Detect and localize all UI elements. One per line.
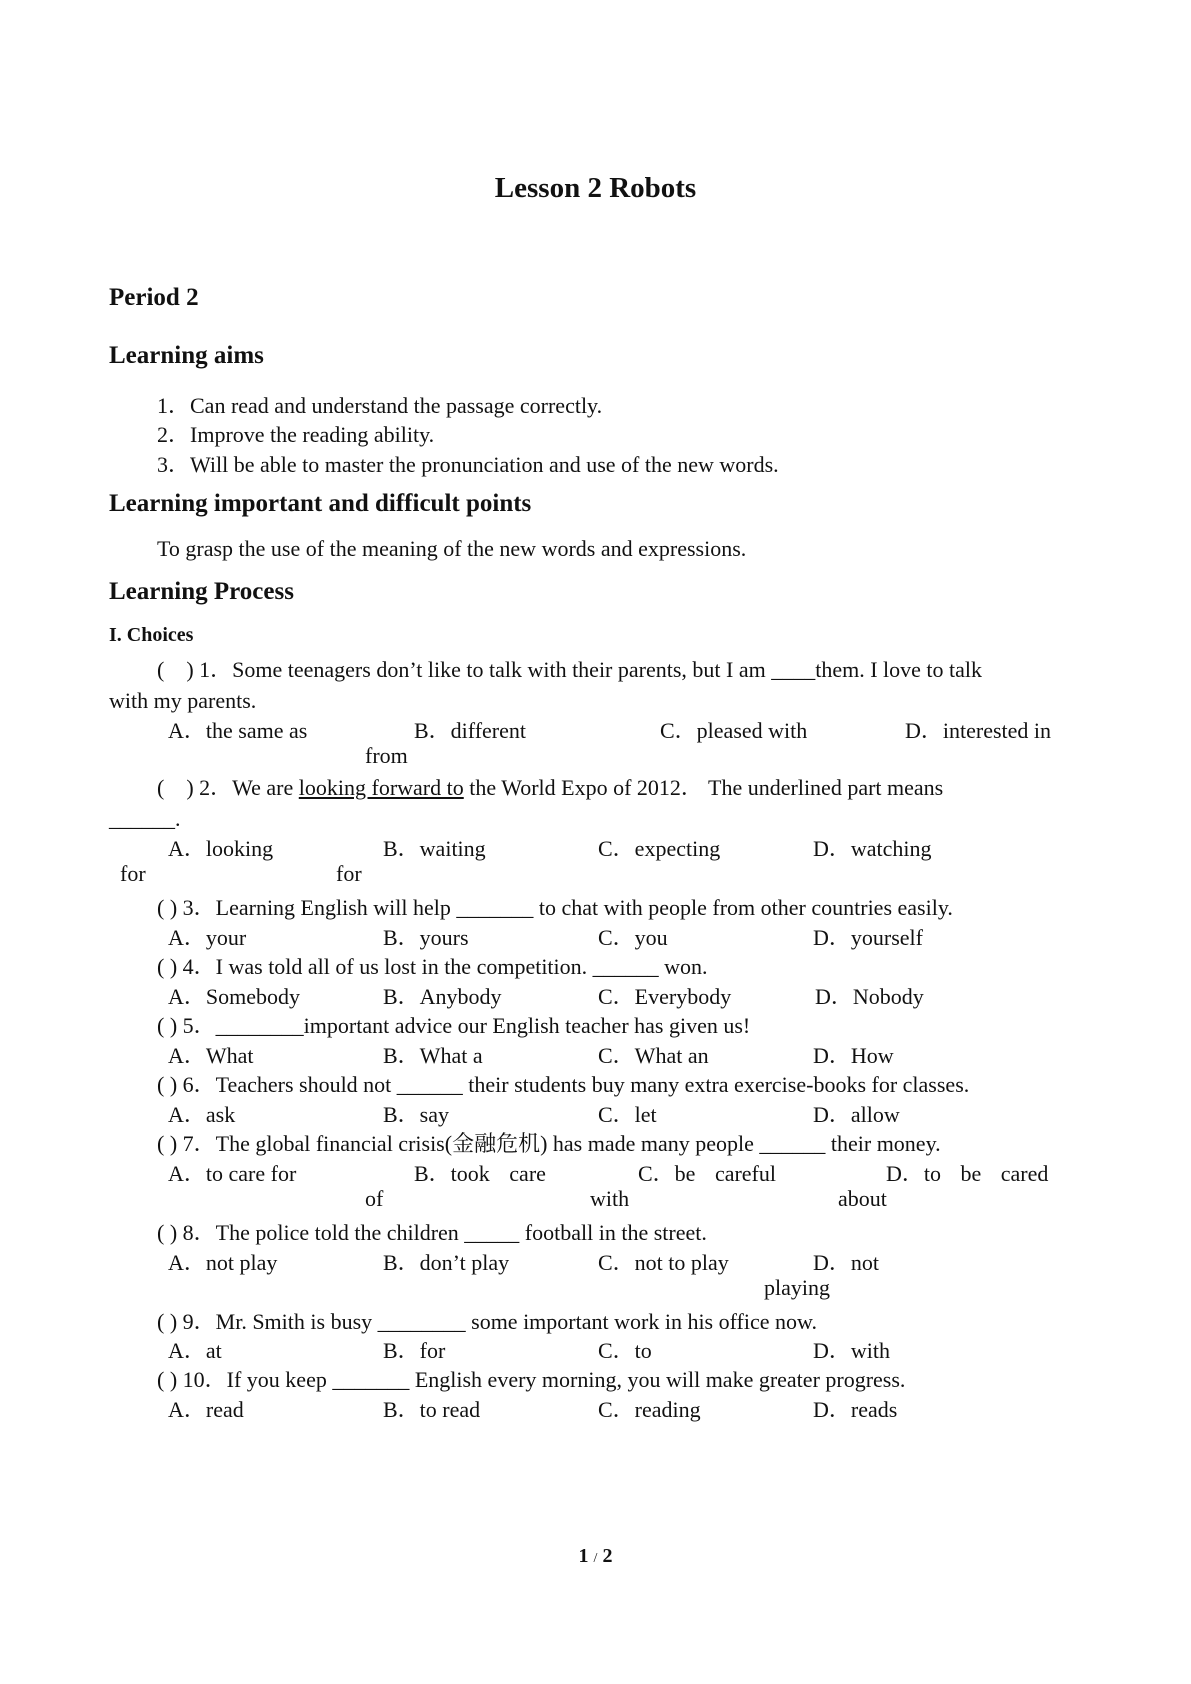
- option-c: C．not to play: [598, 1250, 729, 1275]
- option-b: B．Anybody: [383, 984, 502, 1009]
- question-stem-pre: ( ) 2．We are: [157, 775, 299, 800]
- question-8: ( ) 8．The police told the children _____ football in the street.: [157, 1220, 707, 1245]
- question-stem-post: the World Expo of 2012． The underlined part means: [463, 775, 944, 800]
- period-heading: Period 2: [109, 284, 199, 311]
- option-a: A．to care for: [168, 1161, 297, 1186]
- question-4: ( ) 4．I was told all of us lost in the competition. ______ won.: [157, 954, 708, 979]
- choices-section-heading: I. Choices: [109, 624, 194, 646]
- option-c: C．pleased with: [660, 718, 808, 743]
- option-b: B．What a: [383, 1043, 483, 1068]
- option-d: D．yourself: [813, 925, 923, 950]
- option-b: B．say: [383, 1102, 450, 1127]
- option-b: B．don’t play: [383, 1250, 510, 1275]
- option-d: D．with: [813, 1338, 891, 1363]
- option-a: A．ask: [168, 1102, 236, 1127]
- important-points-heading: Learning important and difficult points: [109, 490, 532, 517]
- option-b: B．to read: [383, 1397, 481, 1422]
- option-d-wrap: playing: [764, 1275, 830, 1300]
- option-d: D．allow: [813, 1102, 900, 1127]
- option-d: D．How: [813, 1043, 894, 1068]
- page-title: Lesson 2 Robots: [494, 172, 697, 204]
- option-d: D．Nobody: [815, 984, 924, 1009]
- option-a: A．the same as: [168, 718, 308, 743]
- aim-item: 1．Can read and understand the passage correctly.: [157, 393, 603, 418]
- option-b: B．different: [414, 718, 527, 743]
- aim-item: 3．Will be able to master the pronunciation and use of the new words.: [157, 452, 779, 477]
- question-10: ( ) 10．If you keep _______ English every morning, you will make greater progress.: [157, 1367, 906, 1392]
- option-a: A．looking: [168, 836, 274, 861]
- option-d-wrap: about: [838, 1186, 887, 1211]
- option-a: A．What: [168, 1043, 254, 1068]
- question-stem: ( ) 1．Some teenagers don’t like to talk with their parents, but I am ____them. I love to talk: [157, 657, 983, 682]
- option-c: C．you: [598, 925, 668, 950]
- option-a: A．read: [168, 1397, 244, 1422]
- option-a-wrap: for: [120, 861, 146, 886]
- page-number: [0, 1545, 1191, 1568]
- option-b-wrap: from: [365, 743, 408, 768]
- learning-aims-heading: Learning aims: [109, 342, 264, 369]
- option-c: C．Everybody: [598, 984, 732, 1009]
- learning-process-heading: Learning Process: [109, 578, 294, 605]
- page-total: 2: [602, 1545, 613, 1567]
- option-b: B．waiting: [383, 836, 486, 861]
- option-c: C．to: [598, 1338, 652, 1363]
- option-c: C．expecting: [598, 836, 721, 861]
- option-d: D．not: [813, 1250, 880, 1275]
- option-c: C．be careful: [638, 1161, 776, 1186]
- page-current: 1: [578, 1545, 589, 1567]
- question-3: ( ) 3．Learning English will help _______ to chat with people from other countries easily.: [157, 895, 953, 920]
- option-d: D．to be cared: [886, 1161, 1049, 1186]
- option-c: C．What an: [598, 1043, 709, 1068]
- option-a: A．not play: [168, 1250, 278, 1275]
- option-d: D．interested in: [905, 718, 1052, 743]
- important-points-text: To grasp the use of the meaning of the new words and expressions.: [157, 536, 747, 561]
- question-5: ( ) 5．________important advice our English teacher has given us!: [157, 1013, 751, 1038]
- option-b: B．for: [383, 1338, 446, 1363]
- question-2: [109, 772, 1087, 834]
- option-d: D．watching: [813, 836, 932, 861]
- option-d: D．reads: [813, 1397, 898, 1422]
- option-a: A．Somebody: [168, 984, 301, 1009]
- option-b: B．yours: [383, 925, 469, 950]
- question-7: ( ) 7．The global financial crisis(金融危机) has made many people ______ their money.: [157, 1131, 941, 1156]
- question-6: ( ) 6．Teachers should not ______ their students buy many extra exercise-books for classes.: [157, 1072, 970, 1097]
- aim-item: 2．Improve the reading ability.: [157, 422, 435, 447]
- question-9: ( ) 9．Mr. Smith is busy ________ some important work in his office now.: [157, 1309, 817, 1334]
- option-c-wrap: with: [590, 1186, 630, 1211]
- option-c: C．let: [598, 1102, 657, 1127]
- question-stem-continued: with my parents.: [109, 688, 257, 713]
- option-a: A．at: [168, 1338, 222, 1363]
- question-stem-continued: ______.: [109, 806, 181, 831]
- underlined-phrase: looking forward to: [298, 775, 464, 800]
- page-separator: /: [593, 1551, 598, 1566]
- option-b-wrap: of: [365, 1186, 384, 1211]
- option-b-wrap: for: [336, 861, 362, 886]
- question-1: [109, 654, 1087, 716]
- option-b: B．took care: [414, 1161, 546, 1186]
- option-a: A．your: [168, 925, 247, 950]
- option-c: C．reading: [598, 1397, 701, 1422]
